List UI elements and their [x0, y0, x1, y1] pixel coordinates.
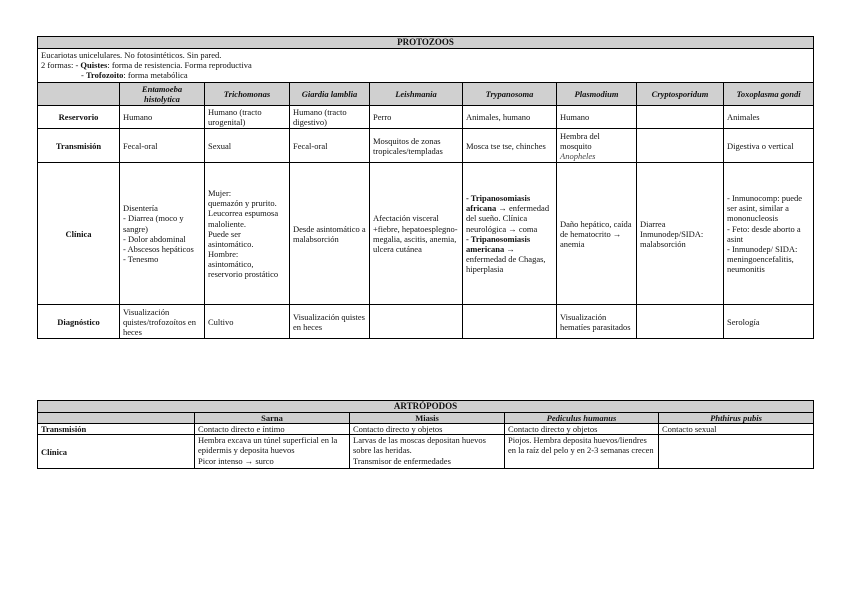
cell-clinica-miasis: Larvas de las moscas depositan huevos sobre las heridas. Transmisor de enfermedades: [350, 435, 505, 469]
artro-row-transmision: [38, 423, 814, 434]
protozoos-intro: [38, 49, 814, 83]
cell-reservorio-leishmania: Perro: [370, 105, 463, 128]
cell-transmision-sarna: Contacto directo e íntimo: [195, 423, 350, 434]
artropodos-table: [37, 400, 814, 469]
row-clinica: [38, 163, 814, 305]
row-label-clinica: Clínica: [38, 163, 120, 305]
cell-clinica-entamoeba: Disentería - Diarrea (moco y sangre) - Dolor abdominal - Abscesos hepáticos - Tenesmo: [120, 163, 205, 305]
cell-diagnostico-cryptosporidum: [637, 305, 724, 339]
intro-line-1: Eucariotas unicelulares. No fotosintéticos. Sin pared.: [41, 50, 222, 60]
cell-clinica-sarna: Hembra excava un túnel superficial en la epidermis y deposita huevos Picor intenso → surco: [195, 435, 350, 469]
cell-transmision-plasmodium: Hembra del mosquito Anopheles: [557, 129, 637, 163]
tripanosomiasis-americana-label: - Tripanosomiasis americana: [466, 233, 531, 254]
cell-transmision-entamoeba: Fecal-oral: [120, 129, 205, 163]
col-header-plasmodium: Plasmodium: [557, 82, 637, 105]
quistes-label: Quistes: [80, 60, 108, 71]
cell-clinica-trichomonas: Mujer: quemazón y prurito. Leucorrea espumosa maloliente. Puede ser asintomático. Hombre: asintomático, reservorio prostático: [205, 163, 290, 305]
cell-clinica-pediculus: Piojos. Hembra deposita huevos/liendres en la raíz del pelo y en 2-3 semanas crecen: [505, 435, 659, 469]
col-header-trichomonas: Trichomonas: [205, 82, 290, 105]
col-header-leishmania: Leishmania: [370, 82, 463, 105]
cell-diagnostico-toxoplasma: Serología: [724, 305, 814, 339]
row-diagnostico: [38, 305, 814, 339]
col-header-giardia: Giardia lamblia: [290, 82, 370, 105]
cell-clinica-cryptosporidum: Diarrea Inmunodep/SIDA: malabsorción: [637, 163, 724, 305]
cell-reservorio-trichomonas: Humano (tracto urogenital): [205, 105, 290, 128]
cell-diagnostico-trypanosoma: [463, 305, 557, 339]
cell-clinica-leishmania: Afectación visceral +fiebre, hepatoesplegno-megalia, ascitis, anemia, ulcera cutánea: [370, 163, 463, 305]
protozoos-table: [37, 36, 814, 339]
trofozoito-label: Trofozoito: [85, 70, 124, 81]
intro-line-2: 2 formas: - Quistes: forma de resistencia. Forma reproductiva: [41, 60, 252, 71]
cell-transmision-pediculus: Contacto directo y objetos: [505, 423, 659, 434]
col-header-phthirus: Phthirus pubis: [659, 412, 814, 423]
col-header-sarna: Sarna: [195, 412, 350, 423]
cell-transmision-toxoplasma: Digestiva o vertical: [724, 129, 814, 163]
anopheles-text: Anopheles: [560, 150, 596, 161]
cell-transmision-trichomonas: Sexual: [205, 129, 290, 163]
row-reservorio: [38, 105, 814, 128]
col-header-toxoplasma: Toxoplasma gondi: [724, 82, 814, 105]
cell-reservorio-toxoplasma: Animales: [724, 105, 814, 128]
cell-transmision-cryptosporidum: [637, 129, 724, 163]
cell-transmision-phthirus: Contacto sexual: [659, 423, 814, 434]
artro-corner-header: [38, 412, 195, 423]
cell-transmision-trypanosoma: Mosca tse tse, chinches: [463, 129, 557, 163]
artro-row-label-clinica: Clínica: [38, 435, 195, 469]
cell-diagnostico-plasmodium: Visualización hematíes parasitados: [557, 305, 637, 339]
cell-transmision-giardia: Fecal-oral: [290, 129, 370, 163]
cell-diagnostico-entamoeba: Visualización quistes/trofozoítos en heces: [120, 305, 205, 339]
row-label-transmision: Transmisión: [38, 129, 120, 163]
row-label-diagnostico: Diagnóstico: [38, 305, 120, 339]
artro-row-label-transmision: Transmisión: [38, 423, 195, 434]
protozoos-title: PROTOZOOS: [38, 37, 814, 49]
cell-clinica-giardia: Desde asintomático a malabsorción: [290, 163, 370, 305]
row-label-reservorio: Reservorio: [38, 105, 120, 128]
cell-clinica-trypanosoma: - Tripanosomiasis africana → enfermedad del sueño. Clínica neurológica → coma - Tripanosomiasis americana → enfermedad de Chagas, hiperplasia: [463, 163, 557, 305]
cell-reservorio-cryptosporidum: [637, 105, 724, 128]
col-header-miasis: Miasis: [350, 412, 505, 423]
row-transmision: [38, 129, 814, 163]
col-header-entamoeba: Entamoeba histolytica: [120, 82, 205, 105]
cell-transmision-miasis: Contacto directo y objetos: [350, 423, 505, 434]
corner-header: [38, 82, 120, 105]
artro-row-clinica: [38, 435, 814, 469]
artropodos-title: ARTRÓPODOS: [38, 401, 814, 413]
intro-line-3: - Trofozoito: forma metabólica: [81, 70, 188, 81]
tripanosomiasis-africana-label: - Tripanosomiasis africana: [466, 193, 531, 214]
cell-diagnostico-trichomonas: Cultivo: [205, 305, 290, 339]
col-header-pediculus: Pediculus humanus: [505, 412, 659, 423]
cell-clinica-phthirus: [659, 435, 814, 469]
cell-clinica-toxoplasma: - Inmunocomp: puede ser asint, similar a mononucleosis - Feto: desde aborto a asint - Inmunodep/ SIDA: meningoencefalitis, neumonitis: [724, 163, 814, 305]
cell-reservorio-trypanosoma: Animales, humano: [463, 105, 557, 128]
col-header-cryptosporidum: Cryptosporidum: [637, 82, 724, 105]
cell-reservorio-entamoeba: Humano: [120, 105, 205, 128]
cell-clinica-plasmodium: Daño hepático, caída de hematocrito → anemia: [557, 163, 637, 305]
col-header-trypanosoma: Trypanosoma: [463, 82, 557, 105]
cell-diagnostico-giardia: Visualización quistes en heces: [290, 305, 370, 339]
cell-transmision-leishmania: Mosquitos de zonas tropicales/templadas: [370, 129, 463, 163]
cell-reservorio-plasmodium: Humano: [557, 105, 637, 128]
cell-reservorio-giardia: Humano (tracto digestivo): [290, 105, 370, 128]
cell-diagnostico-leishmania: [370, 305, 463, 339]
